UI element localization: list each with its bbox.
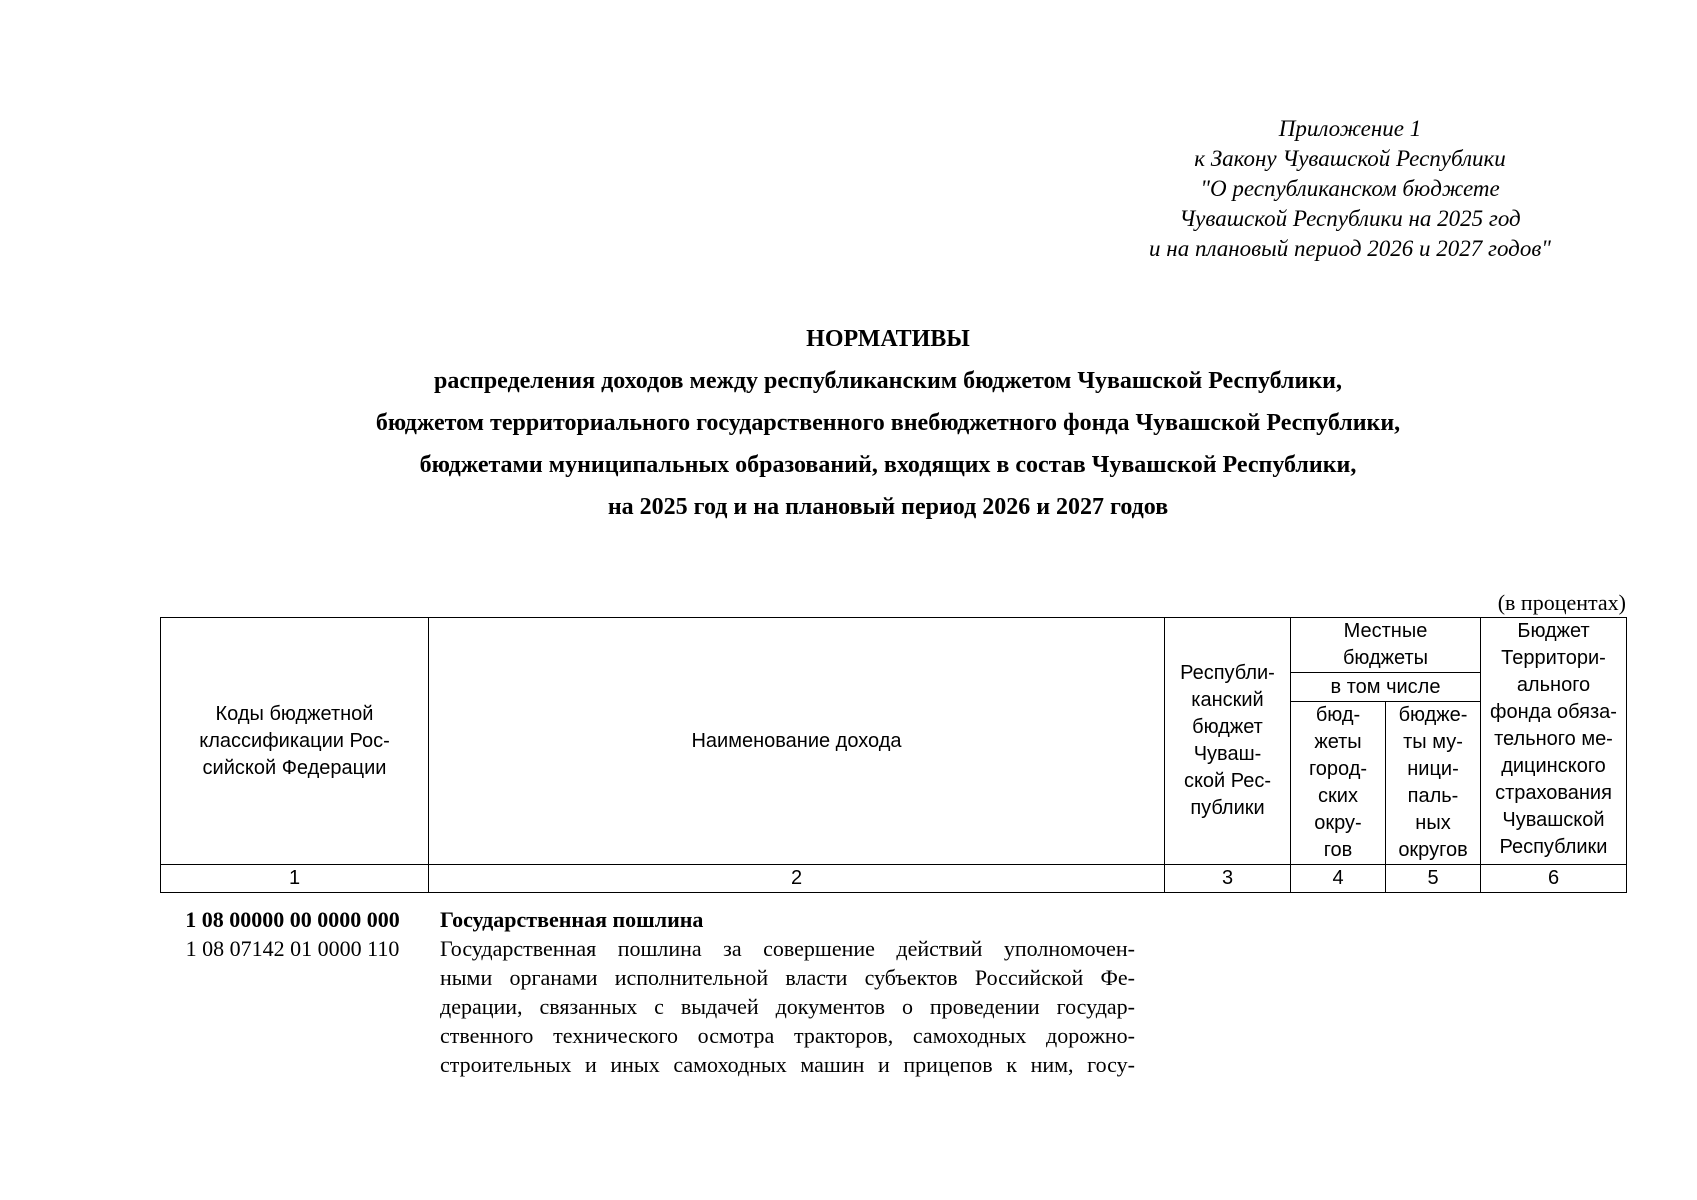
- document-subtitle-line: бюджетами муниципальных образований, входящих в состав Чувашской Республики,: [419, 452, 1357, 478]
- income-name-line: дерации, связанных с выдачей документов о проведении государ-: [440, 994, 1135, 1019]
- appendix-note: [1120, 114, 1580, 264]
- column-number: 1: [161, 865, 429, 893]
- appendix-line: "О республиканском бюджете: [1200, 176, 1500, 201]
- header-republic-budget: Республи- канский бюджет Чуваш- ской Рес- публики: [1165, 618, 1291, 865]
- appendix-line: Приложение 1: [1278, 116, 1422, 141]
- column-number: 5: [1386, 865, 1481, 893]
- header-name: Наименование дохода: [429, 618, 1165, 865]
- income-name-line: ственного технического осмотра тракторов, самоходных дорожно-: [440, 1023, 1135, 1048]
- column-number: 4: [1291, 865, 1386, 893]
- appendix-line: к Закону Чувашской Республики: [1194, 146, 1506, 171]
- header-codes: Коды бюджетной классификации Рос- сийской Федерации: [161, 618, 429, 865]
- income-name-line: ными органами исполнительной власти субъектов Российской Фе-: [440, 965, 1135, 990]
- column-number: 6: [1481, 865, 1627, 893]
- header-local-budgets: Местные бюджеты: [1291, 618, 1481, 673]
- column-number-row: [161, 865, 1627, 893]
- budget-code: 1 08 00000 00 0000 000: [185, 907, 400, 932]
- norms-table: [160, 617, 1627, 893]
- table-row: [160, 905, 1160, 934]
- budget-code: 1 08 07142 01 0000 110: [185, 936, 400, 961]
- income-name-line: Государственная пошлина: [440, 907, 704, 932]
- income-rows: [160, 905, 1160, 1079]
- income-name-line: строительных и иных самоходных машин и прицепов к ним, госу-: [440, 1052, 1135, 1077]
- document-subtitle-line: на 2025 год и на плановый период 2026 и 2027 годов: [607, 494, 1169, 520]
- table-row: [160, 934, 1160, 1079]
- column-number: 3: [1165, 865, 1291, 893]
- document-heading: [150, 318, 1626, 528]
- appendix-line: и на плановый период 2026 и 2027 годов": [1149, 236, 1551, 261]
- income-name: [440, 934, 1135, 1079]
- document-title: НОРМАТИВЫ: [806, 326, 970, 352]
- income-name-line: Государственная пошлина за совершение действий уполномочен-: [440, 936, 1135, 961]
- appendix-line: Чувашской Республики на 2025 год: [1179, 206, 1521, 231]
- header-city-districts: бюд- жеты город- ских окру- гов: [1291, 702, 1386, 865]
- income-name: [440, 905, 1135, 934]
- header-including: в том числе: [1291, 673, 1481, 702]
- document-subtitle-line: распределения доходов между республиканским бюджетом Чувашской Республики,: [434, 368, 1342, 394]
- unit-note: (в процентах): [1497, 590, 1626, 615]
- column-number: 2: [429, 865, 1165, 893]
- header-fund-budget: Бюджет Территори- ального фонда обяза- тельного ме- дицинского страхования Чувашской Республики: [1481, 618, 1627, 865]
- header-municipal-districts: бюдже- ты му- ници- паль- ных округов: [1386, 702, 1481, 865]
- document-subtitle-line: бюджетом территориального государственного внебюджетного фонда Чувашской Республики,: [375, 410, 1401, 436]
